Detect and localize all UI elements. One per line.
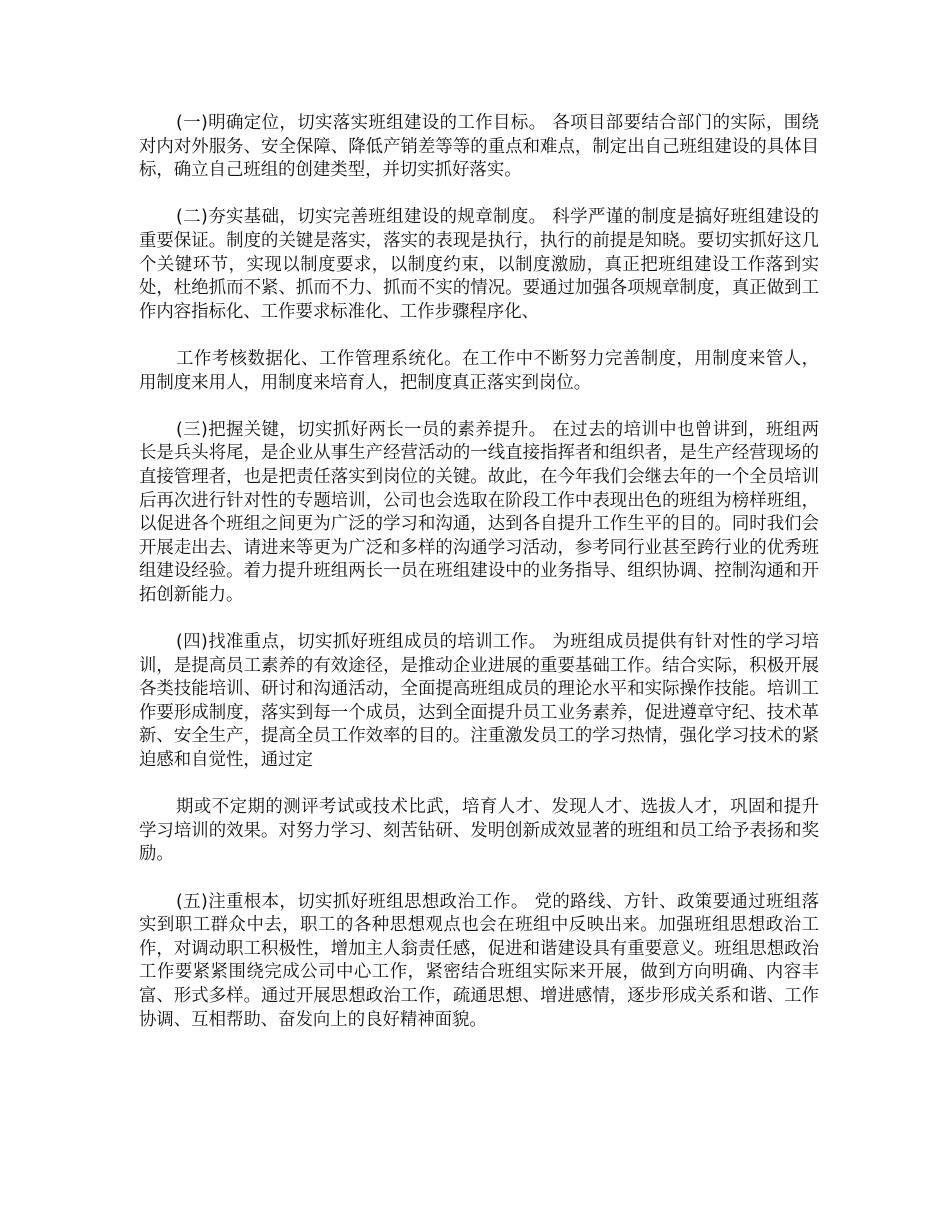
paragraph-4: (三)把握关键，切实抓好两长一员的素养提升。 在过去的培训中也曾讲到，班组两长是兵头将尾，是企业从事生产经营活动的一线直接指挥者和组织者，是生产经营现场的直接管理者，也是把责任落实到岗位的关键。故此，在今年我们会继去年的一个全员培训后再次进行针对性的专题培训，公司也会选取在阶段工作中表现出色的班组为榜样班组，以促进各个班组之间更为广泛的学习和沟通，达到各自提升工作生平的目的。同时我们会开展走出去、请进来等更为广泛和多样的沟通学习活动，参考同行业甚至跨行业的优秀班组建设经验。着力提升班组两长一员在班组建设中的业务指导、组织协调、控制沟通和开拓创新能力。 bbox=[139, 419, 819, 605]
paragraph-3: 工作考核数据化、工作管理系统化。在工作中不断努力完善制度，用制度来管人，用制度来用人，用制度来培育人，把制度真正落实到岗位。 bbox=[139, 348, 819, 393]
paragraph-2: (二)夯实基础，切实完善班组建设的规章制度。 科学严谨的制度是搞好班组建设的重要保证。制度的关键是落实，落实的表现是执行，执行的前提是知晓。要切实抓好这几个关键环节，实现以制度要求，以制度约束，以制度激励，真正把班组建设工作落到实处，杜绝抓而不紧、抓而不力、抓而不实的情况。要通过加强各项规章制度，真正做到工作内容指标化、工作要求标准化、工作步骤程序化、 bbox=[139, 207, 819, 322]
paragraph-6: 期或不定期的测评考试或技术比武，培育人才、发现人才、选拔人才，巩固和提升学习培训的效果。对努力学习、刻苦钻研、发明创新成效显著的班组和员工给予表扬和奖励。 bbox=[139, 797, 819, 865]
paragraph-5: (四)找准重点，切实抓好班组成员的培训工作。 为班组成员提供有针对性的学习培训，是提高员工素养的有效途径，是推动企业进展的重要基础工作。结合实际，积极开展各类技能培训、研讨和沟通活动，全面提高班组成员的理论水平和实际操作技能。培训工作要形成制度，落实到每一个成员，达到全面提升员工业务素养，促进遵章守纪、技术革新、安全生产，提高全员工作效率的目的。注重激发员工的学习热情，强化学习技术的紧迫感和自觉性，通过定 bbox=[139, 632, 819, 771]
document-body bbox=[139, 112, 819, 1056]
paragraph-1: (一)明确定位，切实落实班组建设的工作目标。 各项目部要结合部门的实际，围绕对内对外服务、安全保障、降低产销差等等的重点和难点，制定出自己班组建设的具体目标，确立自己班组的创建类型，并切实抓好落实。 bbox=[139, 113, 819, 181]
paragraph-7: (五)注重根本，切实抓好班组思想政治工作。 党的路线、方针、政策要通过班组落实到职工群众中去，职工的各种思想观点也会在班组中反映出来。加强班组思想政治工作，对调动职工积极性，增加主人翁责任感，促进和谐建设具有重要意义。班组思想政治工作要紧紧围绕完成公司中心工作，紧密结合班组实际来开展，做到方向明确、内容丰富、形式多样。通过开展思想政治工作，疏通思想、增进感情，逐步形成关系和谐、工作协调、互相帮助、奋发向上的良好精神面貌。 bbox=[139, 891, 819, 1030]
